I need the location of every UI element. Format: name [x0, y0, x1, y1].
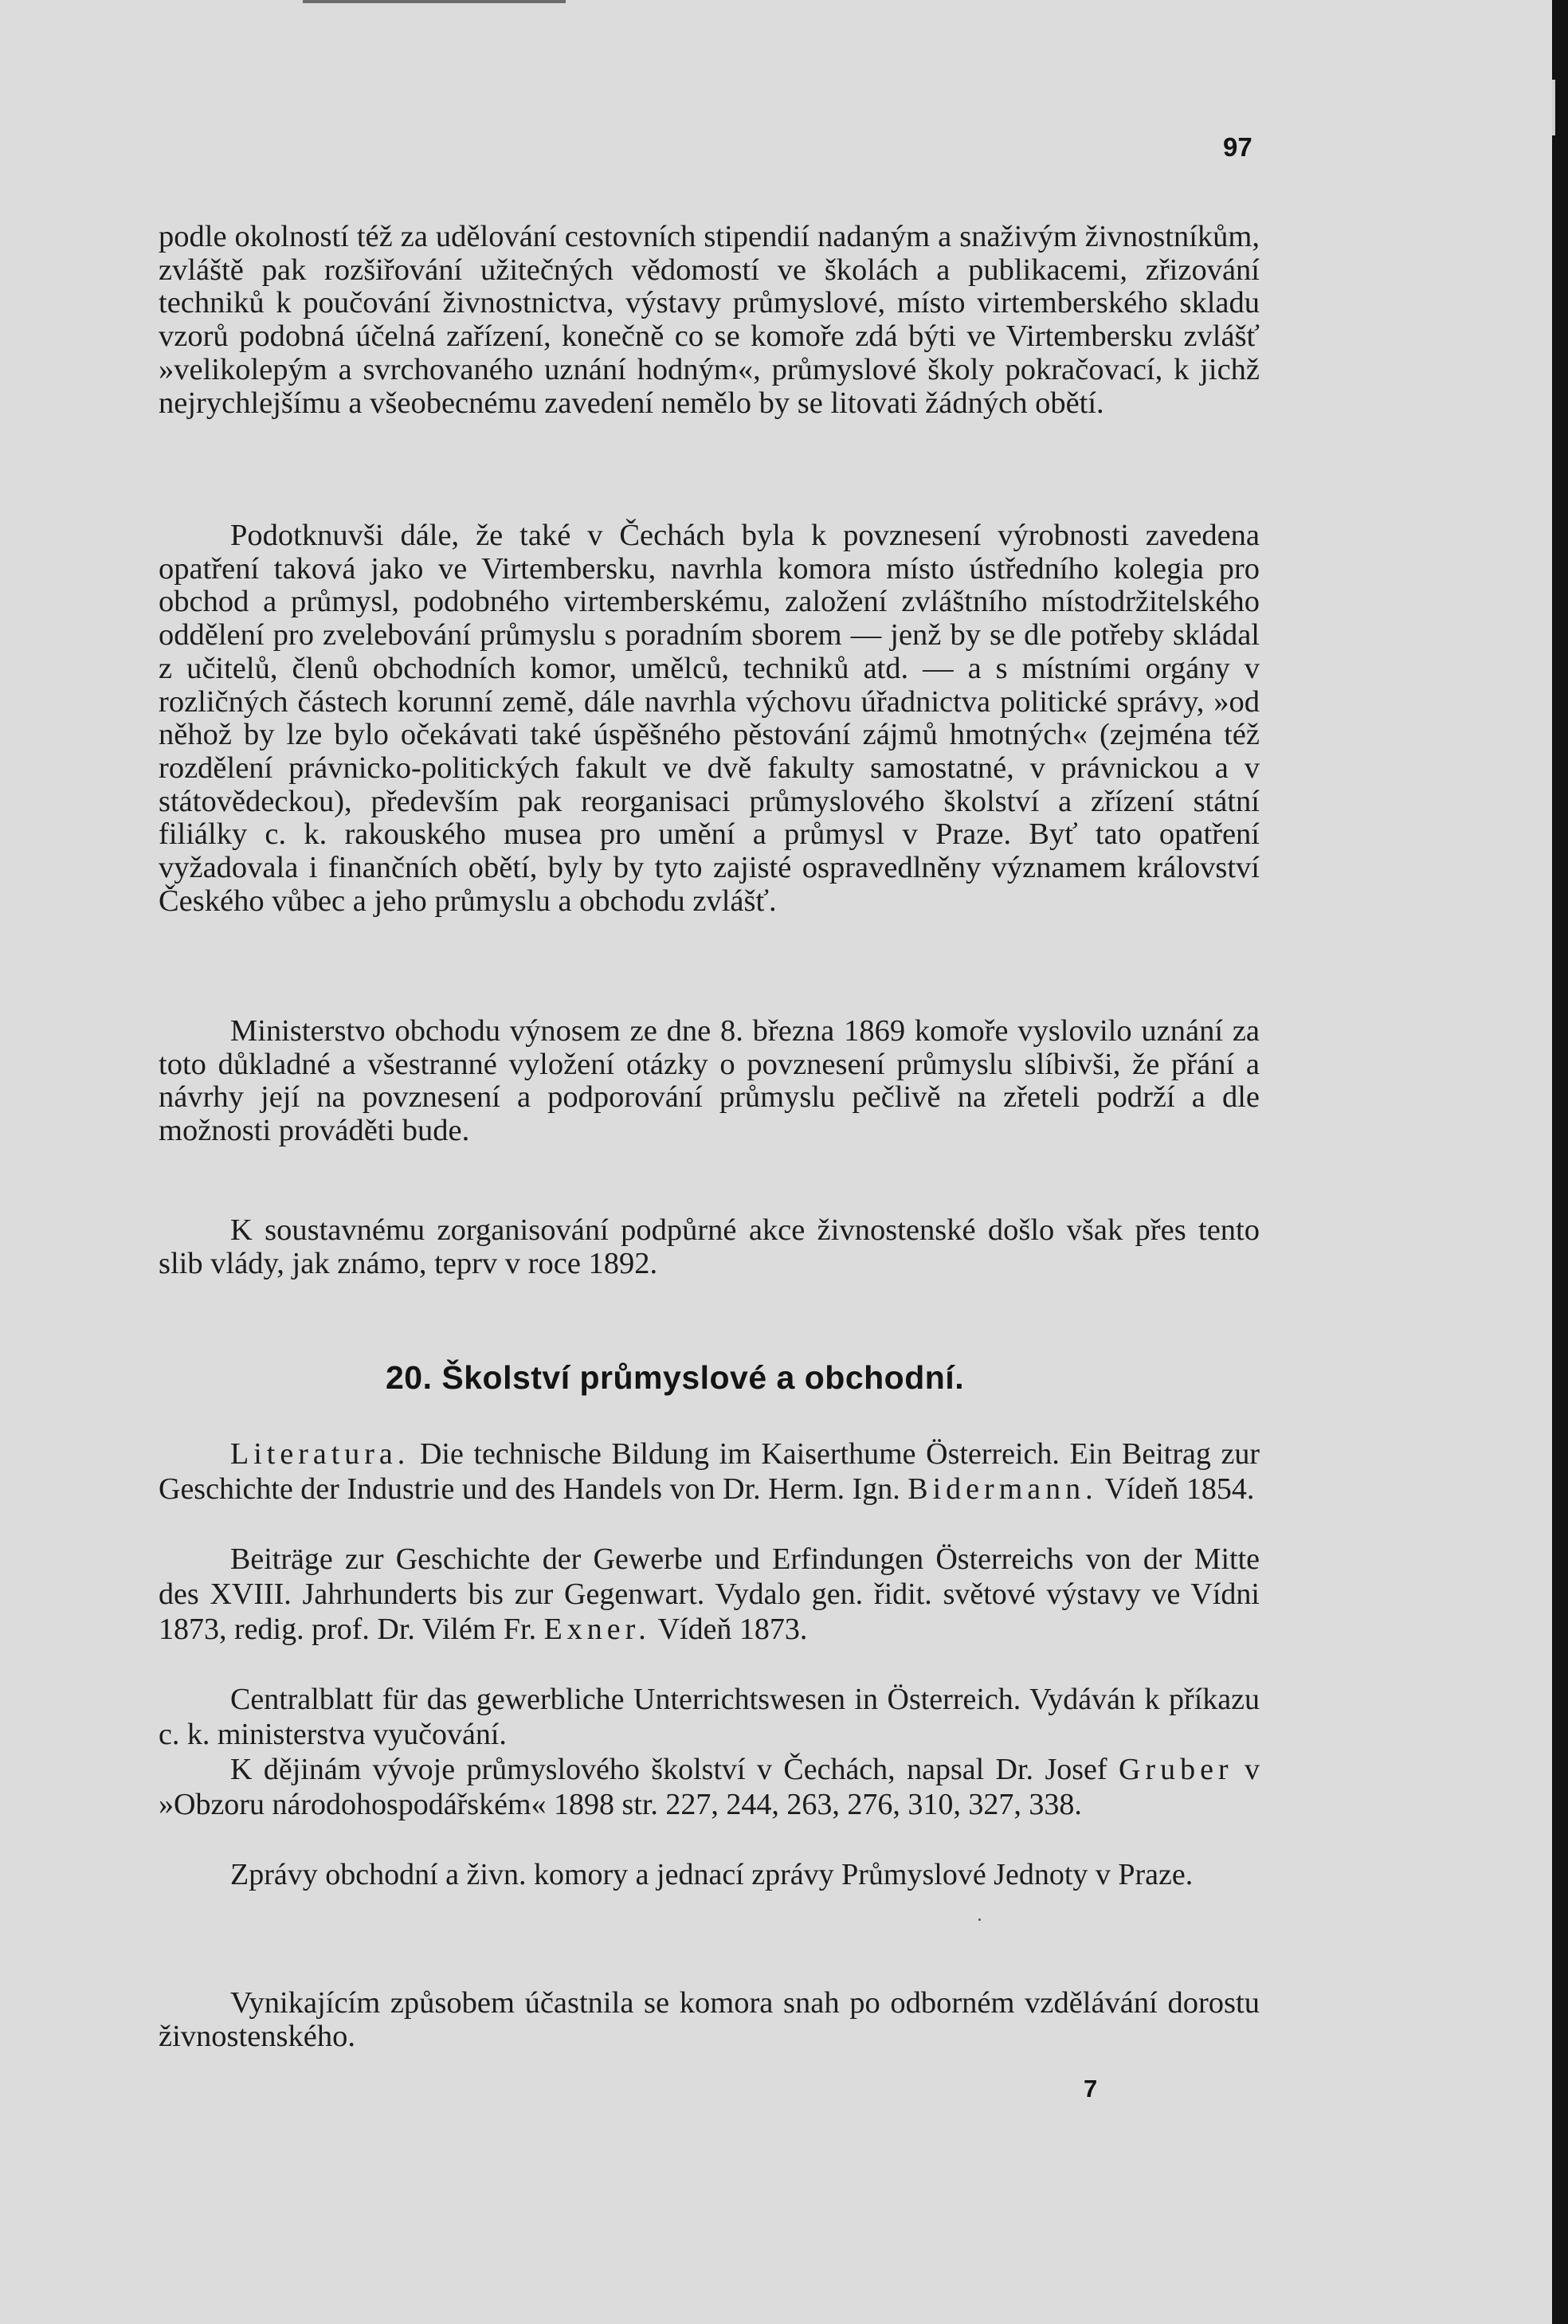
closing-paragraph: Vynikajícím způsobem účastnila se komora snah po odborném vzdělávání dorostu živnostenského.	[159, 1986, 1260, 2053]
paragraph-4: K soustavnému zorganisování podpůrné akce živnostenské došlo však přes tento slib vlády, jak známo, teprv v roce 1892.	[159, 1213, 1260, 1280]
signature-mark: 7	[1084, 2075, 1098, 2103]
literature-entry-5: Zprávy obchodní a živn. komory a jednací zprávy Průmyslové Jednoty v Praze.	[230, 1858, 1194, 1891]
scan-edge-right	[1552, 0, 1568, 2324]
literature-entry-2-author: Exner.	[543, 1613, 651, 1646]
paragraph-2: Podotknuvši dále, že také v Čechách byla k povznesení výrobnosti zavedena opatření taková jako ve Virtembersku, navrhla komora místo ústředního kolegia pro obchod a průmysl, podobného virtemberskému, založení zvláštního místodržitelského oddělení pro zvelebování průmyslu s poradním sborem — jenž by se dle potřeby skládal z učitelů, členů obchodních komor, umělců, techniků atd. — a s místními orgány v rozličných částech korunní země, dále navrhla výchovu úřadnictva politické správy, »od něhož by lze bylo očekávati také úspěšného pěstování zájmů hmotných« (zejména též rozdělení právnicko-politických fakult ve dvě fakulty samostatné, v právnickou a v státovědeckou), především pak reorganisaci průmyslového školství a zřízení státní filiálky c. k. rakouského musea pro umění a průmysl v Praze. Byť tato opatření vyžadovala i finančních obětí, byly by tyto zajisté ospravedlněny významem království Českého vůbec a jeho průmyslu a obchodu zvlášť.	[159, 519, 1260, 918]
literature-entry-1-tail: Vídeň 1854.	[1104, 1472, 1255, 1506]
paragraph-3: Ministerstvo obchodu výnosem ze dne 8. března 1869 komoře vyslovilo uznání za toto důkladné a všestranné vyložení otázky o povznesení průmyslu slíbivši, že přání a návrhy její na povznesení a podporování průmyslu pečlivě na zřeteli podrží a dle možnosti prováděti bude.	[159, 1014, 1260, 1148]
top-edge-rule	[303, 0, 566, 3]
scan-edge-notch	[1552, 80, 1555, 135]
literature-entry-2-tail: Vídeň 1873.	[657, 1613, 808, 1646]
literature-entry-2-text: Beiträge zur Geschichte der Gewerbe und Erfindungen Österreichs von der Mitte des XVIII. Jahrhunderts bis zur Gegenwart. Vydalo gen. řidit. světové výstavy ve Vídni 1873, redig. prof. Dr. Vilém Fr.	[159, 1542, 1260, 1646]
literature-entry-4	[159, 1752, 1260, 1822]
literature-entry-1-author: Bidermann.	[907, 1472, 1098, 1506]
page-number: 97	[1223, 132, 1252, 162]
literature-entry-4-author: Gruber	[1118, 1753, 1233, 1786]
print-speck	[978, 1918, 981, 1921]
paragraph-1: podle okolností též za udělování cestovních stipendií nadaným a snaživým živnostníkům, zvláště pak rozšiřování užitečných vědomostí ve školách a publikacemi, zřizování techniků k poučování živnostnictva, výstavy průmyslové, místo virtemberského skladu vzorů podobná účelná zařízení, konečně co se komoře zdá býti ve Virtembersku zvlášť »velikolepým a svrchovaného uznání hodným«, průmyslové školy pokračovací, k jichž nejrychlejšímu a všeobecnému zavedení nemělo by se litovati žádných obětí.	[159, 220, 1260, 420]
literature-entry-1	[159, 1436, 1260, 1507]
section-heading: 20. Školství průmyslové a obchodní.	[386, 1359, 965, 1396]
literature-entry-1-text: Die technische Bildung im Kaiserthume Österreich. Ein Beitrag zur Geschichte der Industrie und des Handels von Dr. Herm. Ign.	[159, 1437, 1260, 1506]
literature-entry-2	[159, 1542, 1260, 1647]
literature-entry-4-tail: v »Obzoru národohospodářském« 1898 str. 227, 244, 263, 276, 310, 327, 338.	[159, 1753, 1260, 1821]
literature-entry-3: Centralblatt für das gewerbliche Unterrichtswesen in Österreich. Vydáván k příkazu c. k. ministerstva vyučování.	[159, 1683, 1260, 1751]
literature-entry-4-text: K dějinám vývoje průmyslového školství v Čechách, napsal Dr. Josef	[230, 1753, 1107, 1786]
literature-label: Literatura.	[230, 1437, 410, 1471]
